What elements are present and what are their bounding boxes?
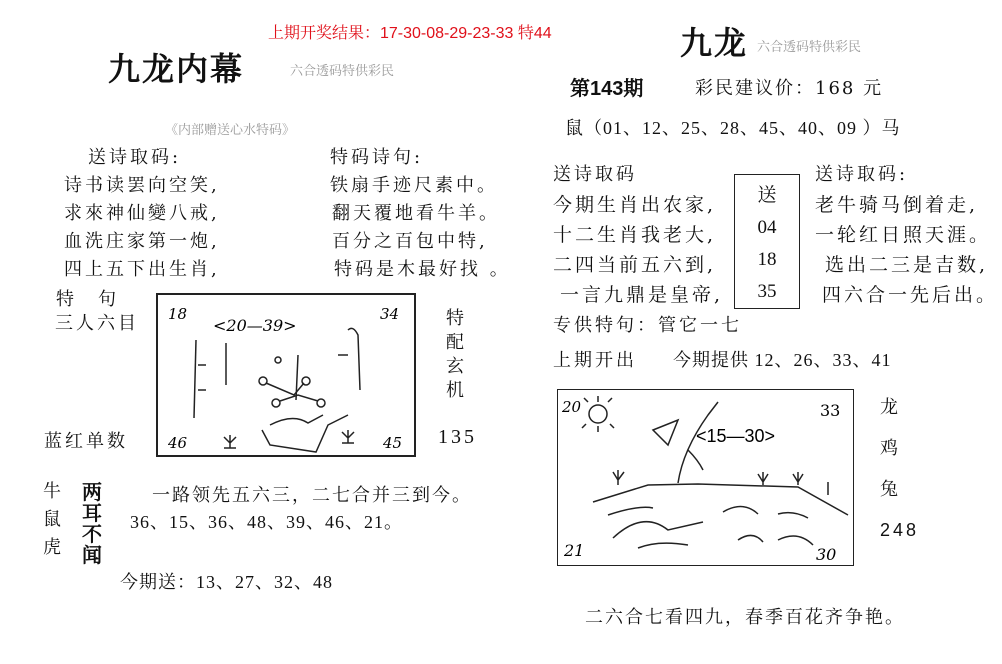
side-char: 玄 <box>446 356 467 377</box>
special-label: 特 句 <box>56 289 119 310</box>
right-poem1-line: 二四当前五六到, <box>553 254 717 276</box>
side-number: 248 <box>880 520 920 540</box>
landscape-drawing-icon <box>558 390 853 565</box>
side-char: 配 <box>446 332 467 353</box>
special-text: 三人六目 <box>55 313 139 334</box>
right-poem2-heading: 送诗取码: <box>815 164 909 185</box>
poem1-line: 血洗庄家第一炮, <box>64 231 220 252</box>
right-picture <box>557 389 854 566</box>
left-banner: 《内部赠送心水特码》 <box>165 123 296 138</box>
side-char: 兔 <box>880 479 901 500</box>
side-char: 特 <box>446 308 467 329</box>
right-side-vertical <box>880 387 919 551</box>
right-poem2-line: 一轮红日照天涯。 <box>815 224 992 246</box>
left-numbers: 36、15、36、48、39、46、21。 <box>130 512 403 532</box>
corner-tr: 34 <box>380 305 400 323</box>
corner-br: 45 <box>383 434 403 452</box>
right-title: 九龙 <box>680 24 749 62</box>
tree-drawing-icon <box>158 295 414 455</box>
footer-verse: 二六合七看四九，春季百花齐争艳。 <box>585 607 905 628</box>
zodiac-list <box>43 478 64 562</box>
poem2-line: 铁扇手迹尺素中。 <box>330 175 498 196</box>
issue-number: 第143期 <box>570 78 644 100</box>
side-vertical <box>446 307 467 403</box>
range-label: <15—30> <box>696 426 776 446</box>
corner-bl: 21 <box>564 541 585 560</box>
gift-box <box>734 174 800 309</box>
gift-label: 送 <box>757 184 777 206</box>
color-label: 蓝红单数 <box>44 431 128 452</box>
poem1-line: 四上五下出生肖, <box>64 259 220 280</box>
zodiac: 鼠 <box>43 509 64 530</box>
idiom-char: 不 <box>82 522 102 546</box>
left-picture <box>156 293 416 457</box>
special-sentence: 专供特句：管它一七 <box>553 315 742 336</box>
zodiac: 虎 <box>43 537 64 558</box>
last-out-label: 上期开出 <box>553 350 637 371</box>
gift-number: 04 <box>757 217 777 238</box>
right-subtitle: 六合透码特供彩民 <box>757 40 862 55</box>
zodiac: 牛 <box>43 481 64 502</box>
right-poem2-line: 选出二三是吉数, <box>825 254 989 276</box>
left-verse: 一路领先五六三，二七合并三到今。 <box>152 485 472 506</box>
corner-br: 30 <box>816 545 837 564</box>
gift-number: 35 <box>757 281 777 302</box>
corner-bl: 46 <box>168 434 188 452</box>
right-poem1-line: 一言九鼎是皇帝, <box>560 284 724 306</box>
poem1-heading: 送诗取码: <box>88 147 182 168</box>
provide-numbers: 今期提供 12、26、33、41 <box>673 350 892 370</box>
corner-tr: 33 <box>820 401 841 420</box>
last-result-banner: 上期开奖结果：17-30-08-29-23-33 特44 <box>268 25 552 42</box>
price: 彩民建议价：168 元 <box>695 78 884 99</box>
zodiac-line: 鼠（01、12、25、28、45、40、09 ）马 <box>565 118 901 138</box>
poem1-line: 求來神仙變八戒, <box>64 203 220 224</box>
gift-number: 18 <box>757 249 777 270</box>
side-char: 鸡 <box>880 438 901 459</box>
idiom-char: 两 <box>82 480 102 504</box>
poem2-heading: 特码诗句: <box>330 147 424 168</box>
idiom-char: 闻 <box>82 543 102 567</box>
right-poem1-line: 今期生肖出农家, <box>553 194 717 216</box>
color-value: 135 <box>438 426 477 448</box>
corner-tl: 18 <box>168 305 188 323</box>
poem2-line: 翻天覆地看牛羊。 <box>332 203 500 224</box>
idiom-char: 耳 <box>82 501 102 525</box>
right-poem1-line: 十二生肖我老大, <box>553 224 717 246</box>
right-poem2-line: 四六合一先后出。 <box>822 284 999 306</box>
right-poem2-line: 老牛骑马倒着走, <box>815 194 979 216</box>
side-char: 机 <box>446 380 467 401</box>
corner-tl: 20 <box>562 398 582 416</box>
poem2-line: 百分之百包中特, <box>332 231 488 252</box>
poem1-line: 诗书读罢向空笑, <box>64 175 220 196</box>
side-char: 龙 <box>880 397 901 418</box>
range-label: <20—39> <box>213 316 297 335</box>
left-subtitle: 六合透码特供彩民 <box>290 64 395 79</box>
this-issue-send: 今期送：13、27、32、48 <box>120 572 333 592</box>
idiom-vertical <box>82 482 102 566</box>
left-title: 九龙内幕 <box>108 50 245 88</box>
right-poem1-heading: 送诗取码 <box>553 164 637 185</box>
poem2-line: 特码是木最好找 。 <box>334 259 511 280</box>
